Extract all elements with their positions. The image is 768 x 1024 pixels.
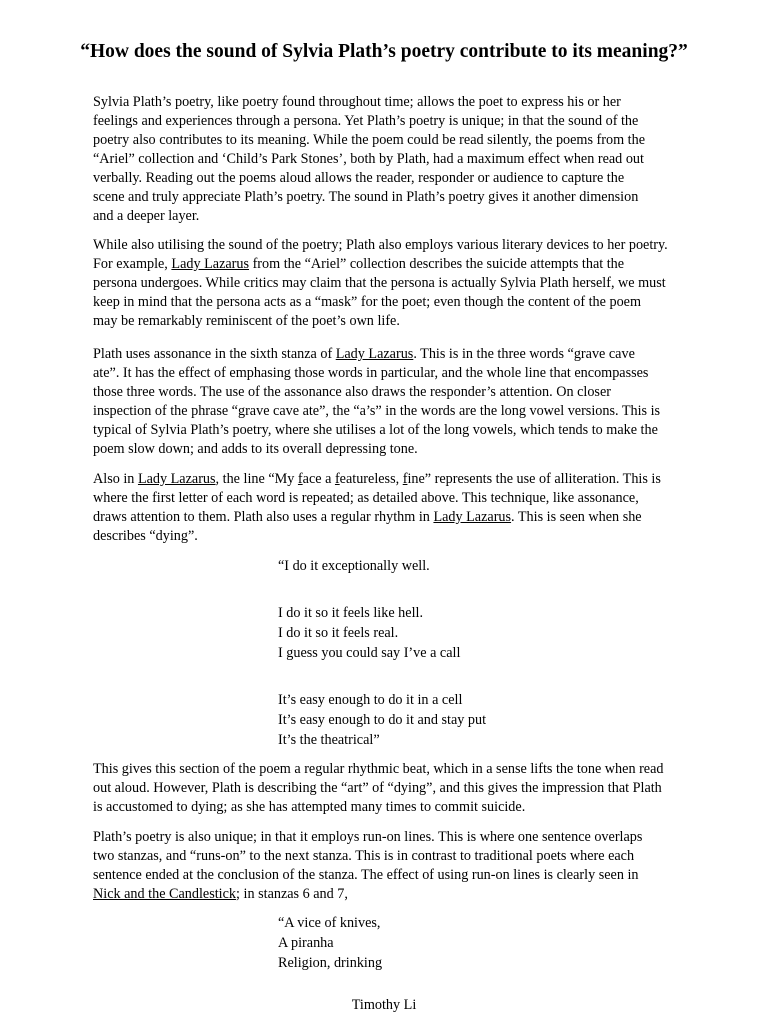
text-run: Also in: [93, 471, 138, 487]
text-run: , the line “My: [215, 471, 298, 487]
author-footer: Timothy Li: [351, 997, 417, 1013]
text-line: inspection of the phrase “grave cave ate”, the “a’s” in the words are the long vowel versions. This is: [93, 403, 661, 419]
poem-title-lady-lazarus: Lady Lazarus: [171, 256, 250, 272]
poem-line: I do it so it feels real.: [278, 625, 399, 641]
text-run: Plath uses assonance in the sixth stanza of: [93, 346, 336, 362]
text-line: where the first letter of each word is repeated; as detailed above. This technique, like assonance,: [93, 490, 639, 506]
text-run: ine” represents the use of alliteration. This is: [407, 471, 661, 487]
poem-line: “A vice of knives,: [278, 915, 381, 931]
poem-line: It’s the theatrical”: [278, 732, 380, 748]
text-line: [93, 508, 642, 527]
text-line: This gives this section of the poem a regular rhythmic beat, which in a sense lifts the tone when read: [93, 761, 664, 777]
text-line: “Ariel” collection and ‘Child’s Park Stones’, both by Plath, had a maximum effect when read out: [93, 151, 644, 167]
poem-title-lady-lazarus: Lady Lazarus: [137, 471, 216, 487]
text-run: draws attention to them. Plath also uses a regular rhythm in: [93, 509, 434, 525]
poem-line: I guess you could say I’ve a call: [278, 645, 461, 661]
text-line: describes “dying”.: [93, 528, 198, 544]
text-line: Sylvia Plath’s poetry, like poetry found throughout time; allows the poet to express his or her: [93, 94, 621, 110]
text-run: from the “Ariel” collection describes the suicide attempts that the: [249, 256, 625, 272]
alliteration-letter: f: [334, 471, 340, 487]
text-line: sentence ended at the conclusion of the stanza. The effect of using run-on lines is clearly seen in: [93, 867, 639, 883]
poem-title-nick-and-the-candlestick: Nick and the Candlestick: [93, 886, 237, 902]
text-run: . This is seen when she: [511, 509, 642, 525]
text-line: persona undergoes. While critics may claim that the persona is actually Sylvia Plath herself, we must: [93, 275, 666, 291]
alliteration-letter: f: [297, 471, 303, 487]
text-line: keep in mind that the persona acts as a “mask” for the poet; even though the content of the poem: [93, 294, 642, 310]
text-line: poetry also contributes to its meaning. While the poem could be read silently, the poems from the: [93, 132, 645, 148]
text-line: Plath’s poetry is also unique; in that it employs run-on lines. This is where one sentence overlaps: [93, 829, 643, 845]
text-line: [93, 345, 635, 364]
text-line: two stanzas, and “runs-on” to the next stanza. This is in contrast to traditional poets where each: [93, 848, 635, 864]
text-run: eatureless,: [339, 471, 403, 487]
text-line: ate”. It has the effect of emphasing those words in particular, and the whole line that encompasses: [93, 365, 649, 381]
poem-title-lady-lazarus: Lady Lazarus: [335, 346, 414, 362]
text-line: out aloud. However, Plath is describing the “art” of “dying”, and this gives the impression that Plath: [93, 780, 662, 796]
poem-line: It’s easy enough to do it and stay put: [278, 712, 487, 728]
text-line: [93, 885, 348, 904]
text-run: ; in stanzas 6 and 7,: [236, 886, 348, 902]
poem-title-lady-lazarus: Lady Lazarus: [433, 509, 512, 525]
text-line: While also utilising the sound of the poetry; Plath also employs various literary devices to her poetry.: [93, 237, 668, 253]
text-line: those three words. The use of the assonance also draws the responder’s attention. On closer: [93, 384, 611, 400]
poem-line: “I do it exceptionally well.: [278, 558, 430, 574]
text-line: is accustomed to dying; as she has attempted many times to commit suicide.: [93, 799, 526, 815]
text-line: scene and truly appreciate Plath’s poetry. The sound in Plath’s poetry gives it another dimension: [93, 189, 639, 205]
poem-line: I do it so it feels like hell.: [278, 605, 423, 621]
poem-line: Religion, drinking: [278, 955, 383, 971]
text-line: [93, 470, 661, 489]
text-run: ace a: [302, 471, 335, 487]
text-line: typical of Sylvia Plath’s poetry, where she utilises a lot of the long vowels, which tends to make the: [93, 422, 658, 438]
text-line: may be remarkably reminiscent of the poet’s own life.: [93, 313, 400, 329]
text-line: [93, 255, 624, 274]
text-run: . This is in the three words “grave cave: [413, 346, 635, 362]
essay-title: “How does the sound of Sylvia Plath’s poetry contribute to its meaning?”: [80, 41, 688, 62]
poem-line: It’s easy enough to do it in a cell: [278, 692, 463, 708]
text-run: For example,: [93, 256, 172, 272]
text-line: feelings and experiences through a persona. Yet Plath’s poetry is unique; in that the sound of the: [93, 113, 639, 129]
poem-line: A piranha: [278, 935, 334, 951]
text-line: poem slow down; and adds to its overall depressing tone.: [93, 441, 418, 457]
text-line: verbally. Reading out the poems aloud allows the reader, responder or audience to capture the: [93, 170, 625, 186]
alliteration-letter: f: [402, 471, 408, 487]
text-line: and a deeper layer.: [93, 208, 200, 224]
